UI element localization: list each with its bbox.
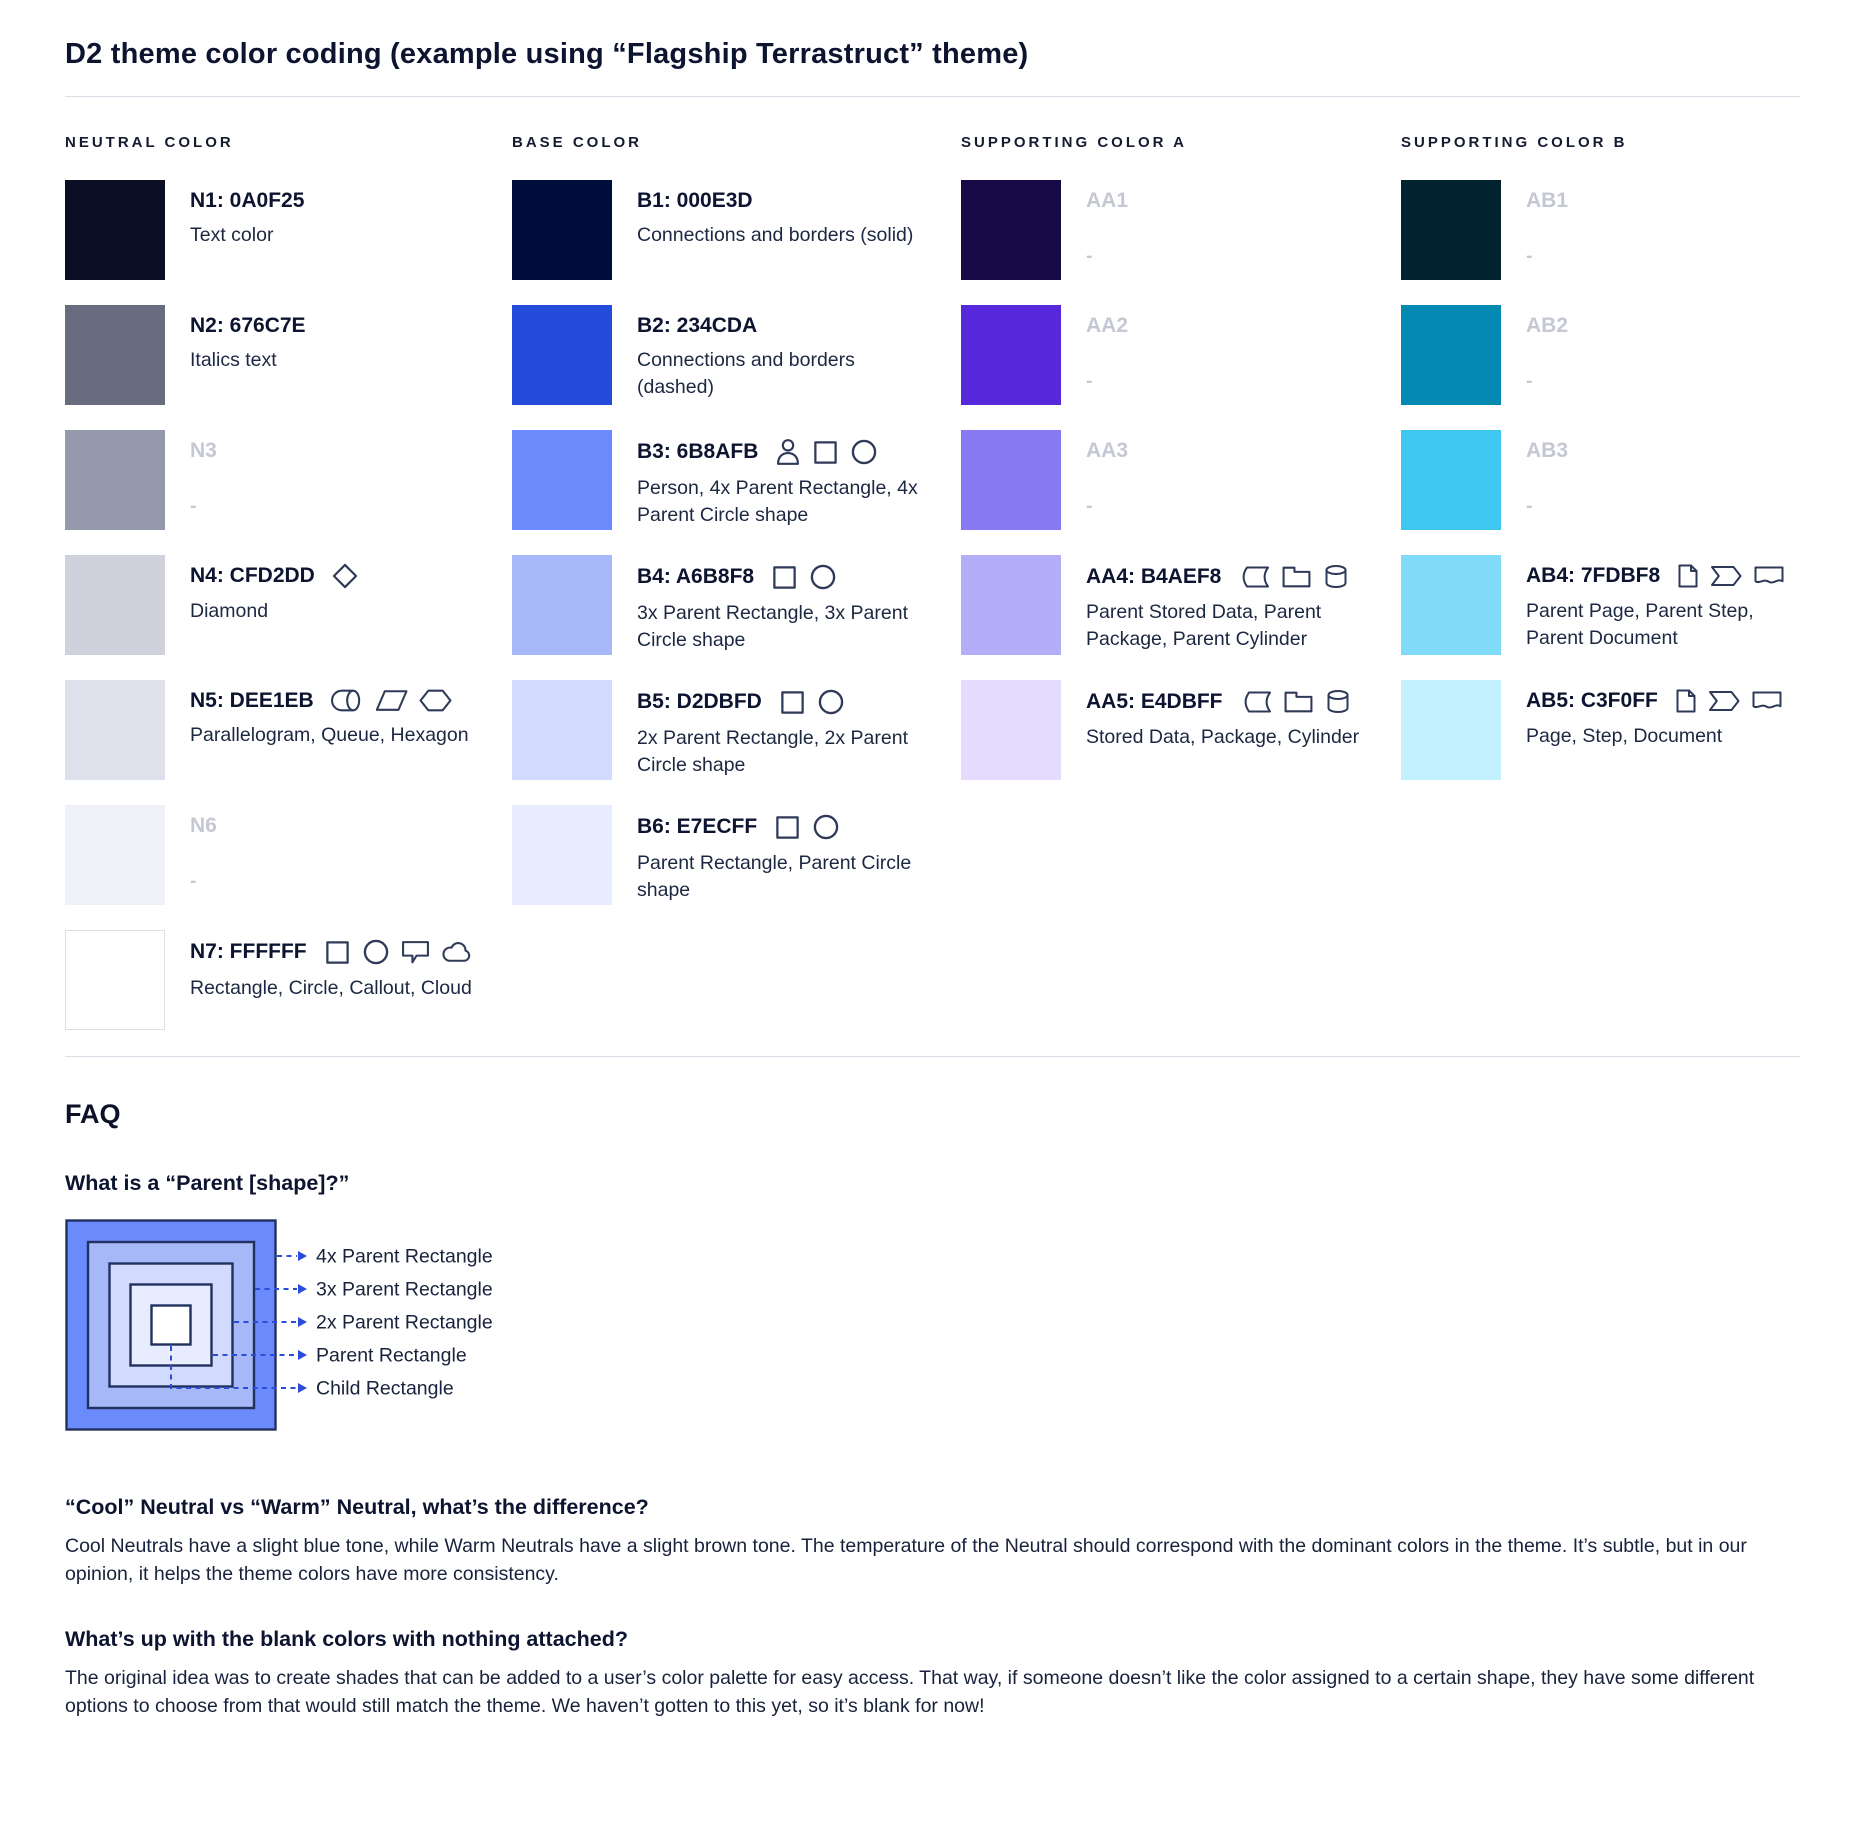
- arrowhead-icon: [298, 1383, 307, 1393]
- cylinder-icon: [1325, 688, 1351, 715]
- entry-description: Connections and borders (solid): [637, 224, 914, 247]
- entry-label: AB1: [1526, 189, 1569, 212]
- entry-description: -: [1526, 245, 1533, 268]
- step-icon: [1708, 689, 1740, 713]
- color-swatch: [1401, 555, 1501, 655]
- faq-answer-blank-colors: The original idea was to create shades that can be added to a user’s color palette for easy access. That way, if someone doesn’t like the color assigned to a certain shape, they have some different options to choose from that would still match the theme. We haven’t gotten to this yet, so it’s blank for now!: [65, 1666, 1755, 1717]
- column-header: SUPPORTING COLOR B: [1401, 134, 1628, 151]
- document-icon: [1751, 689, 1783, 713]
- arrowhead-icon: [298, 1251, 307, 1261]
- hexagon-icon: [419, 688, 452, 713]
- entry-description: Italics text: [190, 349, 277, 372]
- entry-description: Stored Data, Package, Cylinder: [1086, 726, 1360, 748]
- page-icon: [1677, 563, 1699, 589]
- color-swatch: [65, 555, 165, 655]
- entry-label: B4: A6B8F8: [637, 565, 755, 589]
- color-entry: [1401, 430, 1801, 530]
- diamond-icon: [332, 563, 358, 589]
- entry-description: Person, 4x Parent Rectangle, 4x Parent Circle shape: [637, 477, 918, 526]
- shape-icon-row: [1240, 688, 1351, 715]
- entry-description: -: [1086, 370, 1093, 393]
- rect-child: [152, 1306, 191, 1345]
- entry-label: B2: 234CDA: [637, 314, 758, 337]
- entry-label: N7: FFFFFF: [190, 940, 307, 964]
- entry-label: B3: 6B8AFB: [637, 440, 759, 464]
- color-swatch: [1401, 680, 1501, 780]
- entry-text: [637, 430, 937, 530]
- entry-text: [190, 180, 304, 280]
- arrowhead-icon: [298, 1284, 307, 1294]
- entry-label: AB4: 7FDBF8: [1526, 564, 1661, 588]
- entry-label: N6: [190, 814, 217, 837]
- diagram-label: Parent Rectangle: [316, 1344, 467, 1367]
- entry-label: AA5: E4DBFF: [1086, 689, 1223, 713]
- entry-text: [1086, 180, 1128, 280]
- rectangle-icon: [774, 814, 801, 841]
- color-entry: [1401, 555, 1801, 655]
- color-entry: [512, 680, 961, 780]
- queue-icon: [331, 688, 364, 713]
- palette-column: [65, 134, 512, 1055]
- color-entry: [961, 180, 1401, 280]
- entry-text: [1526, 680, 1783, 780]
- color-entry: [1401, 305, 1801, 405]
- color-entry: [512, 805, 961, 905]
- faq-question-blank-colors: What’s up with the blank colors with nothing attached?: [65, 1626, 628, 1651]
- color-entry: [961, 680, 1401, 780]
- entry-description: -: [190, 870, 197, 893]
- page-title: D2 theme color coding (example using “Flagship Terrastruct” theme): [65, 38, 1029, 70]
- circle-icon: [362, 938, 390, 966]
- color-swatch: [65, 180, 165, 280]
- color-swatch: [512, 180, 612, 280]
- entry-text: [637, 805, 937, 905]
- entry-description: Text color: [190, 224, 274, 247]
- color-swatch: [1401, 430, 1501, 530]
- circle-icon: [809, 563, 837, 591]
- rectangle-icon: [812, 439, 839, 466]
- entry-description: -: [1086, 495, 1093, 518]
- color-entry: [1401, 180, 1801, 280]
- rectangle-icon: [324, 939, 351, 966]
- rectangle-icon: [771, 564, 798, 591]
- entry-description: Page, Step, Document: [1526, 725, 1723, 747]
- package-icon: [1281, 564, 1312, 589]
- color-swatch: [961, 180, 1061, 280]
- arrowhead-icon: [298, 1317, 307, 1327]
- color-swatch: [512, 805, 612, 905]
- shape-icon-row: [1675, 688, 1783, 714]
- color-entry: [65, 680, 512, 780]
- color-entry: [1401, 680, 1801, 780]
- entry-description: Parent Rectangle, Parent Circle shape: [637, 852, 912, 901]
- entry-text: [190, 805, 217, 905]
- entry-text: [637, 680, 937, 780]
- divider: [65, 1056, 1800, 1057]
- color-swatch: [65, 930, 165, 1030]
- rectangle-icon: [779, 689, 806, 716]
- shape-icon-row: [1677, 563, 1785, 589]
- color-entry: [512, 305, 961, 405]
- diagram-label: Child Rectangle: [316, 1377, 454, 1400]
- entry-description: -: [1086, 245, 1093, 268]
- entry-text: [190, 680, 469, 780]
- color-swatch: [1401, 180, 1501, 280]
- entry-label: AA4: B4AEF8: [1086, 564, 1222, 588]
- entry-text: [1086, 430, 1128, 530]
- color-swatch: [512, 430, 612, 530]
- person-icon: [775, 438, 801, 466]
- parent-shape-diagram: [65, 1219, 545, 1456]
- entry-description: Parent Page, Parent Step, Parent Document: [1526, 600, 1754, 649]
- cylinder-icon: [1323, 563, 1349, 590]
- circle-icon: [812, 813, 840, 841]
- color-swatch: [65, 430, 165, 530]
- entry-text: [190, 555, 358, 655]
- entry-text: [1086, 305, 1128, 405]
- color-entry: [65, 305, 512, 405]
- color-entry: [961, 555, 1401, 655]
- entry-label: N1: 0A0F25: [190, 189, 305, 212]
- color-swatch: [65, 680, 165, 780]
- color-entry: [65, 555, 512, 655]
- diagram-label: 3x Parent Rectangle: [316, 1278, 493, 1301]
- entry-label: AB3: [1526, 439, 1569, 462]
- entry-text: [1526, 555, 1801, 655]
- color-swatch: [512, 555, 612, 655]
- palette-column: [1401, 134, 1801, 1055]
- entry-description: Rectangle, Circle, Callout, Cloud: [190, 977, 472, 999]
- faq-question-cool-vs-warm: “Cool” Neutral vs “Warm” Neutral, what’s the difference?: [65, 1495, 649, 1519]
- color-entry: [961, 305, 1401, 405]
- entry-label: AB5: C3F0FF: [1526, 689, 1658, 713]
- step-icon: [1710, 564, 1742, 588]
- entry-text: [1086, 555, 1386, 655]
- entry-text: [637, 305, 937, 405]
- entry-text: [190, 305, 306, 405]
- color-swatch: [961, 305, 1061, 405]
- page-icon: [1675, 688, 1697, 714]
- faq-answer-cool-vs-warm: Cool Neutrals have a slight blue tone, while Warm Neutrals have a slight brown tone. The temperature of the Neutral should correspond with the dominant colors in the theme. It’s subtle, but in our opinion, it helps the theme colors have more consistency.: [65, 1535, 1747, 1586]
- entry-description: 3x Parent Rectangle, 3x Parent Circle shape: [637, 602, 908, 651]
- entry-description: Diamond: [190, 600, 269, 622]
- stored-data-icon: [1240, 690, 1272, 714]
- entry-description: -: [190, 495, 197, 518]
- stored-data-icon: [1238, 565, 1270, 589]
- circle-icon: [850, 438, 878, 466]
- entry-label: B1: 000E3D: [637, 189, 753, 212]
- color-swatch: [961, 555, 1061, 655]
- diagram-label: 2x Parent Rectangle: [316, 1311, 493, 1334]
- shape-icon-row: [774, 813, 840, 841]
- shape-icon-row: [775, 438, 878, 466]
- color-swatch: [512, 680, 612, 780]
- faq-heading: FAQ: [65, 1099, 121, 1129]
- entry-description: Parallelogram, Queue, Hexagon: [190, 724, 469, 747]
- color-entry: [65, 930, 512, 1030]
- color-entry: [512, 555, 961, 655]
- palette-grid: [65, 134, 1800, 1055]
- shape-icon-row: [331, 688, 452, 713]
- column-header: NEUTRAL COLOR: [65, 134, 234, 151]
- entry-description: 2x Parent Rectangle, 2x Parent Circle shape: [637, 727, 908, 776]
- column-header: SUPPORTING COLOR A: [961, 134, 1187, 151]
- package-icon: [1283, 689, 1314, 714]
- faq-question-parent-shape: What is a “Parent [shape]?”: [65, 1171, 350, 1195]
- entry-text: [637, 555, 937, 655]
- color-entry: [65, 430, 512, 530]
- entry-label: N4: CFD2DD: [190, 564, 315, 588]
- color-entry: [512, 430, 961, 530]
- color-entry: [512, 180, 961, 280]
- entry-text: [1086, 680, 1359, 780]
- shape-icon-row: [1238, 563, 1349, 590]
- entry-description: -: [1526, 495, 1533, 518]
- entry-text: [637, 180, 913, 280]
- color-swatch: [1401, 305, 1501, 405]
- color-swatch: [512, 305, 612, 405]
- diagram-label: 4x Parent Rectangle: [316, 1245, 493, 1268]
- entry-label: B5: D2DBFD: [637, 690, 762, 714]
- entry-text: [1526, 305, 1568, 405]
- palette-column: [512, 134, 961, 1055]
- shape-icon-row: [324, 938, 472, 966]
- entry-label: AB2: [1526, 314, 1569, 337]
- entry-text: [190, 430, 217, 530]
- entry-label: N5: DEE1EB: [190, 689, 314, 712]
- entry-description: Connections and borders (dashed): [637, 349, 855, 399]
- palette-column: [961, 134, 1401, 1055]
- color-entry: [65, 180, 512, 280]
- entry-label: AA3: [1086, 439, 1129, 462]
- cloud-icon: [441, 941, 472, 964]
- entry-description: Parent Stored Data, Parent Package, Parent Cylinder: [1086, 601, 1322, 650]
- color-swatch: [961, 430, 1061, 530]
- entry-text: [1526, 430, 1568, 530]
- entry-label: N3: [190, 439, 217, 462]
- entry-description: -: [1526, 370, 1533, 393]
- entry-label: N2: 676C7E: [190, 314, 306, 337]
- column-header: BASE COLOR: [512, 134, 643, 151]
- divider: [65, 96, 1800, 97]
- parallelogram-icon: [375, 688, 408, 713]
- color-swatch: [65, 805, 165, 905]
- shape-icon-row: [779, 688, 845, 716]
- entry-label: AA1: [1086, 189, 1129, 212]
- shape-icon-row: [332, 563, 358, 589]
- color-swatch: [65, 305, 165, 405]
- color-entry: [961, 430, 1401, 530]
- color-swatch: [961, 680, 1061, 780]
- color-entry: [65, 805, 512, 905]
- entry-text: [190, 930, 472, 1030]
- entry-text: [1526, 180, 1568, 280]
- entry-label: AA2: [1086, 314, 1129, 337]
- shape-icon-row: [771, 563, 837, 591]
- circle-icon: [817, 688, 845, 716]
- callout-icon: [401, 939, 430, 966]
- entry-label: B6: E7ECFF: [637, 815, 758, 839]
- arrowhead-icon: [298, 1350, 307, 1360]
- document-icon: [1753, 564, 1785, 588]
